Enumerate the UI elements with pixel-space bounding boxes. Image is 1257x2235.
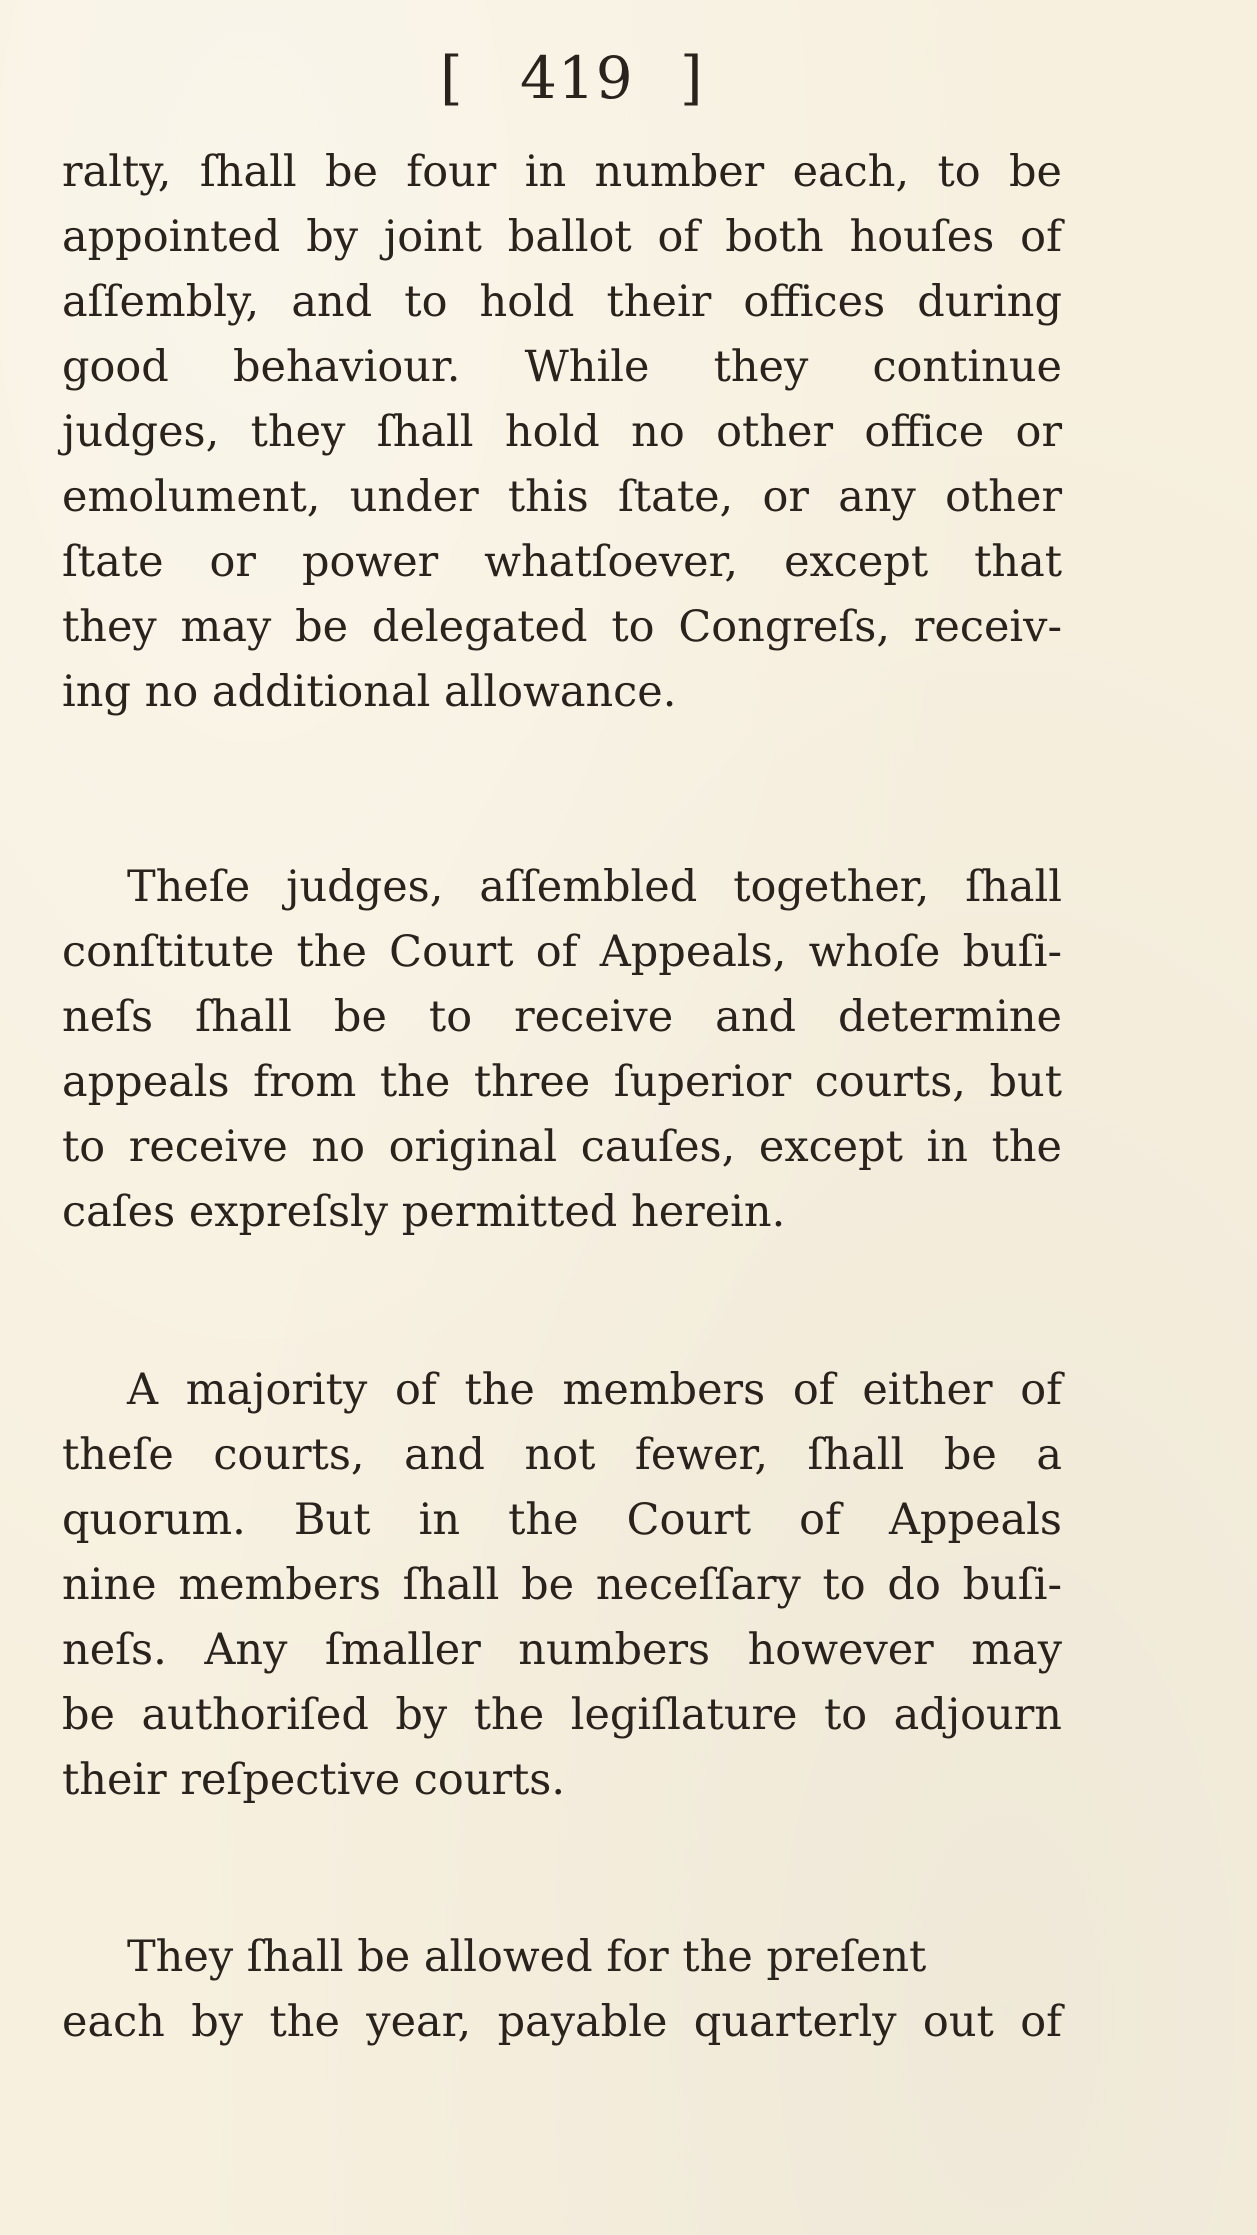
text-line: ing no additional allowance. (62, 667, 677, 717)
text-line: ſtate or power whatſoever, except that (62, 537, 1062, 587)
paragraph-3 (62, 1358, 1062, 1813)
text-line: conſtitute the Court of Appeals, whoſe buſi- (62, 927, 1062, 977)
text-line: A majority of the members of either of (127, 1365, 1062, 1415)
paragraph-1 (62, 140, 1062, 725)
text-line: neſs. Any ſmaller numbers however may (62, 1625, 1062, 1675)
text-line: neſs ſhall be to receive and determine (62, 992, 1062, 1042)
text-line: judges, they ſhall hold no other office or (62, 407, 1062, 457)
text-line: aſſembly, and to hold their offices during (62, 277, 1062, 327)
text-line: appeals from the three ſuperior courts, but (62, 1057, 1062, 1107)
text-line: their reſpective courts. (62, 1755, 566, 1805)
text-line: caſes expreſsly permitted herein. (62, 1187, 786, 1237)
text-line: ralty, ſhall be four in number each, to be (62, 147, 1062, 197)
text-line: theſe courts, and not fewer, ſhall be a (62, 1430, 1062, 1480)
text-line: they may be delegated to Congreſs, receiv- (62, 602, 1062, 652)
text-line: They ſhall be allowed for the preſent (127, 1932, 927, 1982)
text-line: emolument, under this ſtate, or any other (62, 472, 1062, 522)
text-line: appointed by joint ballot of both houſes of (62, 212, 1062, 262)
text-line: quorum. But in the Court of Appeals (62, 1495, 1062, 1545)
text-line: nine members ſhall be neceſſary to do buſi- (62, 1560, 1062, 1610)
page-header (0, 38, 1257, 118)
text-line: good behaviour. While they continue (62, 342, 1062, 392)
page-number: 419 (520, 44, 634, 112)
text-line: each by the year, payable quarterly out of (62, 1997, 1062, 2047)
paragraph-4 (62, 1925, 1062, 2055)
text-line: be authoriſed by the legiſlature to adjourn (62, 1690, 1062, 1740)
text-line: Theſe judges, aſſembled together, ſhall (127, 862, 1062, 912)
right-bracket: ] (680, 44, 704, 112)
paragraph-2 (62, 855, 1062, 1245)
left-bracket: [ (440, 44, 464, 112)
text-line: to receive no original cauſes, except in the (62, 1122, 1062, 1172)
